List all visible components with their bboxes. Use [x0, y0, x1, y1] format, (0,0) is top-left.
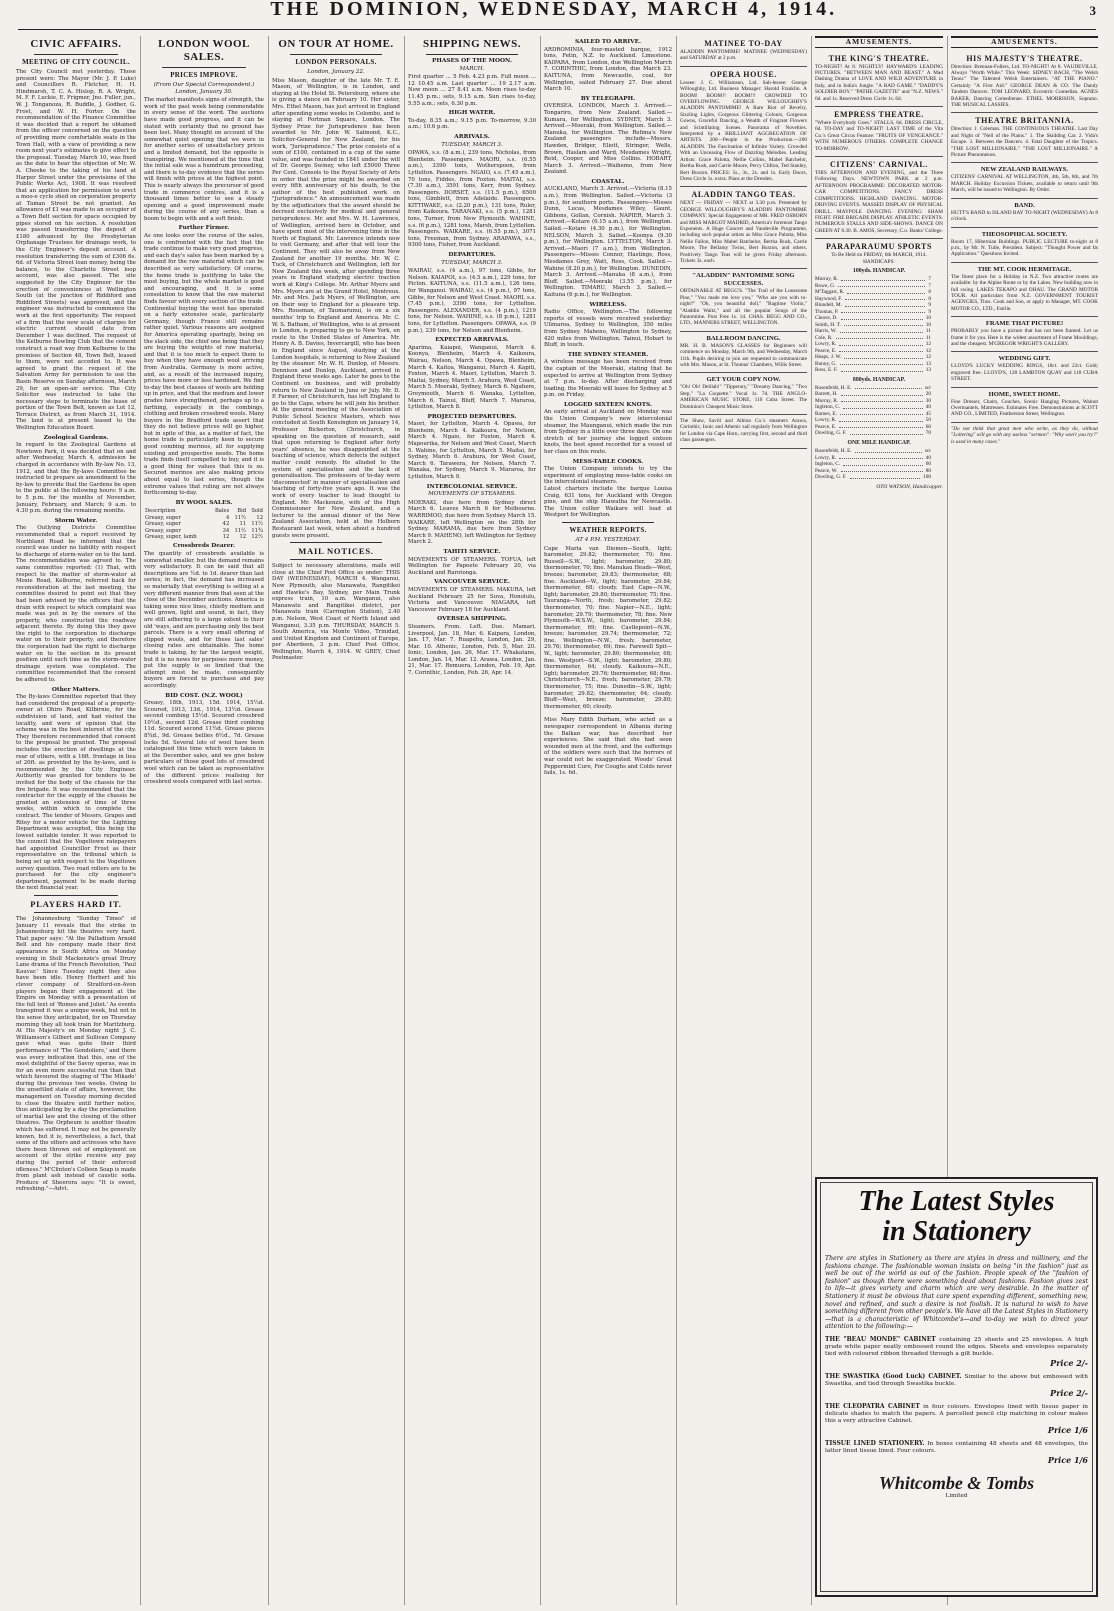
- subheading: Further Firmer.: [178, 225, 230, 232]
- article-body: The Union Company intends to try the experiment of employing mess-table cooks on the intercolonial steamers.: [544, 466, 672, 486]
- article-body: Steamers. From. Left. Due. Mamari, Liverpool, Jan. 18, Mar. 6. Kaipara, London, Jan. 17, Mar. 7. Ruapehu, London, Jan. 29, Mar. 10. Athenic, London, Feb. 5, Mar. 20. Ionic, London, Jan. 26, Mar. 17. Whakatane, London, Jan. 14, Mar. 12. Arawa, London, Jan. 21, Mar. 17. Remuera, London, Feb. 19, Apr. 7. Corinthic, London, Feb. 26, Apr. 14.: [408, 623, 536, 677]
- column-on-tour: [272, 36, 400, 1605]
- ad-title: EMPRESS THEATRE.: [834, 110, 924, 120]
- ad-body: The finest place for a Holiday in N.Z. Two attractive routes are available: by the Alpine Route or by the Lakes. New building now in full swing. LAKES TEKAPO and OHAU. The GRAND MOTOR TOUR. All particulars from N.Z. GOVERNMENT TOURIST AGENCIES, Thos. Cook and Son, or apply to Manager, MT. COOK MOTOR CO., LTD., Fairlie.: [951, 273, 1098, 312]
- list-item-name: Pearce, E.: [815, 347, 837, 354]
- article-body: WAIRAU, s.s. (4 a.m.), 97 tons, Gibbs, for Nelson. KAIAPOI, s.s. (4.5 a.m.), 229 tons, for Picton. KAITUNA, s.s. (11.5 a.m.), 126 tons, for Wanganui. WAIRAU, s.s. (4 p.m.), 97 tons, Gibbs, for Nelson and West Coast. MAORI, s.s. (7.45 p.m.), 3390 tons, for Lyttelton. Passengers. ALEXANDER, s.s. (4 p.m.), 1219 tons, for Nelson. WAHINE, s.s. (8 p.m.), 1281 tons, for Lyttelton. Passengers. OPAWA, s.s. (9 p.m.), 239 tons, for Nelson and Blenheim.: [408, 268, 536, 334]
- list-item-value: 11: [925, 328, 931, 335]
- leader-dots: [841, 398, 923, 403]
- advertisement: [951, 199, 1098, 228]
- column-rule: [676, 36, 677, 1605]
- list-item-name: Pearce, W.: [815, 467, 838, 474]
- product-description: In boxes containing 48 sheets and 48 envelopes, the latter lined tissue lined. Four colours.: [825, 1440, 1089, 1454]
- list-item-value: 45: [925, 410, 931, 417]
- subheading: SAILED TO ARRIVE.: [574, 39, 642, 45]
- ad-title: HOME, SWEET HOME.: [988, 390, 1061, 398]
- ad-title: NEW ZEALAND RAILWAYS.: [980, 166, 1069, 174]
- article-body: Subject to necessary alterations, mails will close at the Chief Post Office as under: THIS DAY (WEDNESDAY), MARCH 4. Wanganui, New Plymouth, also Manawatu, Rangitikei and Hawke's Bay, Sydney, per Main Trunk express train, 10 a.m. Wanganui, also Manawatu and Rangitikei district, per Manawatu train (Carrington Station), 2.40 p.m. Nelson, West Coast of North Island and Wanganui, 3.35 p.m. THURSDAY, MARCH 5. South America, via Monte Video, Trinidad, and United Kingdom and Continent of Europe, per Aberdeen, 3 p.m. Chief Post Office, Wellington, March 4, 1914. W. GREY, Chief Postmaster.: [272, 563, 400, 662]
- article-body: The Johannesburg "Sunday Times" of January 11 reveals that the strike in Johannesburg hit the theatres very hard. That paper says: "At the Palladium Arnold Bell and his company made their first appearance in South Africa on Monday evening in Stoll Mackenzie's great Drury Lane drama of the French Revolution, 'Paul Kauvar.' Since Tuesday night they also have been idle. Henry Herbert and his clever company of Stratford-on-Avon players began their engagement at the Empire on Monday with a presentation of the full text of 'Romeo and Juliet.' As events transpired it was a unique week, but not in the sense they anticipated, for on Thursday morning they all took train for Maritzburg. At His Majesty's on Monday night J. C. Williamson's Gilbert and Sullivan Company gave what was quite their third performance of 'The Gondoliers,' and there was every indication that this, one of the most delightful of the Savoy operas, was in for an even more successful run than that which favoured the staging of 'The Mikado' during the previous two weeks. Owing to the unsettled state of affairs, however, the management on Tuesday morning decided to close the theatre until further notice, thus anticipating by a day the proclamation of martial law and the closing of the other theatres. The Orpheum is another theatre which has suffered. It may not be generally known, but it is, nevertheless, a fact, that some of the others and actresses who have there been thrown out of employment on account of the strike receive any pay during the period of their enforced idleness." M'Clinton's Colleen Soap is made from plant ash instead of caustic soda. Produce of Sheerora says: "It is sweet, refreshing."—Advt.: [16, 916, 136, 1193]
- list-item-name: Barrett, H.: [815, 391, 838, 398]
- leader-dots: [841, 391, 923, 396]
- leader-dots: [841, 367, 923, 372]
- column-shipping-news: [408, 36, 536, 1605]
- list-item-name: Blundell, M.: [815, 302, 842, 309]
- list-item-name: Murray, R.: [815, 276, 839, 283]
- ad-footer: OTO WATSON, Handicapper.: [876, 483, 943, 490]
- article-body: MOVEMENTS OF STEAMERS. MAKURA, left Auckland February 25 for Suva, Honolulu, Victoria and Vancouver. NIAGARA, left Vancouver February 18 for Auckland.: [408, 586, 536, 613]
- subheading: TAHITI SERVICE.: [443, 548, 501, 555]
- handicap-list: [815, 448, 943, 481]
- article-body: The market manifests signs of strength, the work of the past week being commendable in every sense of the word. The auctions have made good progress, and it can be stated with certainty that no ground has been lost. Many thought on account of the somewhat quiet opening that we were in for another series of unsatisfactory prices and a limited demand, but the opposite is transpiring. We mentioned at the time that the initial sale was a humdrum proceeding, and there is to-day evidence that the series will finish with prices at the highest point. This is nearly always the precursor of good trade in commerce centres, and it is a thousand times better to see a steady opening and a good improvement made during the course of any series, than a boom to begin with and a soft finish.: [144, 97, 264, 222]
- ad-body: Direction: J. Coleman. THE CONTINUOUS THEATRE. Last Day and Night of "Nell of the Plains." 1. The Skidding Car. 2. Vida's Escape. 3. Between the Dancers. 4. Fatal Daughter of the Tropics. "THE LOST MILLIONAIRE." "THE LOST MILLIONAIRE." A Picture Phenomenon.: [951, 126, 1098, 159]
- advertisement: [951, 51, 1098, 114]
- ad-body: The Shaw, Savill and Albion Co.'s steamers Arawa, Corinthic, Ionic and Athenic sail regularly from Wellington for London via Cape Horn, carrying first, second and third class passengers.: [680, 418, 807, 444]
- table-cell: 12: [256, 514, 263, 521]
- table-cell: Sold: [251, 508, 263, 515]
- article-body: ARDROMINIA, four-masted barque, 1912 tons, Fetin, N.Z. to Auckland. Limestone. KAIPARA, from London, due Wellington March 7. CORINTHIC, from London, due March 23. KAITUNA, from Newcastle, coal, for Wellington, sailed February 27. Due about March 10.: [544, 46, 672, 93]
- list-item-name: Harris, W.: [815, 328, 837, 335]
- list-item-value: scr: [924, 448, 931, 455]
- list-item-value: 60: [925, 461, 931, 468]
- subheading-date: MOVEMENTS OF STEAMERS.: [428, 491, 516, 498]
- table-row: [144, 534, 264, 540]
- leader-dots: [840, 361, 923, 366]
- list-item-name: Pearce, E.: [815, 423, 837, 430]
- column-rule: [404, 36, 405, 1605]
- ad-title: HIS MAJESTY'S THEATRE.: [966, 53, 1083, 63]
- list-item-value: 100: [923, 474, 931, 481]
- article-body: The quantity of crossbreds available is somewhat smaller, but the demand remains very satisfactory. It can be said that all descriptions are ½d. to 1d. dearer than last series; in fact, the demand has increased so materially that everything is selling at a very different manner from that seen at the close of the December auctions. America is taking some nice lines, chiefly medium and well grown, light and sound, in fact, they are still adhering to a large extent to their old 'ways, and are purchasing only the best parcels. There is a very small offering of slipped wools, and for these last sales' closing rates are obtainable. The home trade is taking, by far the largest weight, but it is no news for purposes more money, put the supply is so limited that the attempt must be made, consequently buyers are forced to purchase and pay accordingly.: [144, 551, 264, 689]
- product-name: THE CLEOPATRA CABINET: [825, 1402, 920, 1410]
- table-cell: 12: [222, 534, 230, 541]
- ad-body: Direction: Brennan-Fullers, Ltd. TO-NIGHT! At 8. VAUDEVILLE. Always "Worth While." This Week: SIDNEY BACH, "The Welsh Tenor." The Talented Welsh Entertainers. "AT THE PIANO." Certainly "A First Aid." GEORGE DEAN & CO. The Dandy Tandem Dancers. TOM LEONARD, Eccentric Comedian. AGNES BAKER, Dancing Comedienne. ETHEL MORRISON, Soprano. THE MUSICAL LASSIES.: [951, 63, 1098, 109]
- product-name: TISSUE LINED STATIONERY.: [825, 1439, 925, 1447]
- column-wool-sales: [144, 36, 264, 1605]
- leader-dots: [839, 348, 922, 353]
- leader-dots: [841, 309, 925, 314]
- ad-body: "Oh! Oh! Delilah!" "Tipperary," "Dreamy Dancing," "Two Step," "La Coquette." Vocal 1s. 7d. THE ANGLO-AMERICAN MUSIC STORE, 110 Cuba Street. The Dominion's Cheapest Music Store.: [680, 384, 807, 410]
- list-item-name: Bunny, G.: [815, 360, 837, 367]
- product-name: THE SWASTIKA (Good Luck) CABINET.: [825, 1372, 962, 1380]
- table-cell: 11½: [234, 514, 247, 521]
- ad-body: "Do not think that great men who write, as they do, without "Loitering" will go with any useless "sermon": "Why won't you try?" is used in many cases.": [951, 425, 1098, 445]
- ad-title: MATINEE TO-DAY: [704, 39, 783, 48]
- table-cell: Bales: [214, 508, 230, 515]
- leader-dots: [841, 468, 923, 473]
- product-name: THE "BEAU MONDE" CABINET: [825, 1335, 936, 1343]
- subheading: Zoological Gardens.: [43, 434, 109, 441]
- ad-title: GET YOUR COPY NOW.: [706, 376, 781, 384]
- masthead-title: THE DOMINION, WEDNESDAY, MARCH 4, 1914.: [270, 0, 838, 20]
- subheading-date: AT 4 P.M. YESTERDAY.: [575, 536, 641, 543]
- product-item: [825, 1373, 1088, 1398]
- list-item-value: 9: [928, 302, 931, 309]
- column-shipping-continued: [544, 36, 672, 1605]
- advertisement: [951, 263, 1098, 317]
- product-description: Similar to the above but embossed with Swastika, and tied through Swastika buckle.: [825, 1373, 1088, 1387]
- subheading: HIGH WATER.: [448, 110, 496, 117]
- list-item-value: 40: [925, 404, 931, 411]
- leader-dots: [836, 335, 923, 340]
- list-item-name: Rosenfeldt, H. E.: [815, 384, 852, 391]
- list-item-value: 12: [925, 341, 931, 348]
- leader-dots: [839, 424, 922, 429]
- handicap-heading: ONE MILE HANDICAP.: [847, 439, 911, 446]
- list-item-value: 10: [925, 321, 931, 328]
- subheading: ARRIVALS.: [454, 133, 490, 140]
- subheading: COASTAL.: [591, 178, 625, 185]
- ad-body: TO-NIGHT! At 8. NIGHTLY! HAYWARD'S LEADING PICTURES. "BETWEEN MAN AND BEAST." A Mad Dashing Drama of LOVE AND WILD ADVENTURE in Italy, and in India's Jungle. "A BAD GAME." "DADDY'S SOLDIER BOY." "PATHE GAZETTE" and "N.Z. NEWS." 6d. and 1s. Reserved Dress Circle 1s. 6d.: [815, 63, 943, 102]
- product-description: in four colours. Envelopes lined with tissue paper in delicate shades to match the papers. A parcelled pencil clip matching in colour makes this a very attractive Cabinet.: [825, 1403, 1088, 1424]
- subheading: EXPECTED ARRIVALS.: [435, 337, 509, 344]
- ad-title: THEATRE BRITANNIA.: [975, 116, 1074, 126]
- divider: [562, 713, 654, 714]
- product-price: Price 1/6: [1047, 1424, 1088, 1435]
- list-item-name: Heaps, J. W.: [815, 354, 842, 361]
- advertisement: [951, 113, 1098, 163]
- article-body: Latest charters include the barque Louisa Craig, 631 tons, for Auckland with Oregon pine, and the ship Hiawatha for Newcastle. The Union collier Waikare will load at Westport for Wellington.: [544, 486, 672, 519]
- table-cell: 12: [239, 534, 247, 541]
- leader-dots: [850, 474, 921, 479]
- list-item-name: Barnes, E.: [815, 410, 837, 417]
- article-body: Radio Office, Wellington.—The following reports of vessels were received yesterday: Ulimaroa, Sydney to Wellington, 350 miles from Sydney. Maheno, Wellington to Sydney, 420 miles from Wellington. Tainui, Hobart to Bluff, in touch.: [544, 309, 672, 349]
- ad-title: THE MT. COOK HERMITAGE.: [977, 265, 1072, 273]
- leader-dots: [850, 430, 923, 435]
- article-headline: MEETING OF CITY COUNCIL.: [22, 58, 130, 66]
- list-item-value: 8: [928, 295, 931, 302]
- list-item-name: M'Taggart, R.: [815, 289, 845, 296]
- subheading: THE SYDNEY STEAMER.: [567, 351, 649, 358]
- list-item-value: 12: [925, 347, 931, 354]
- list-item-value: 12: [925, 354, 931, 361]
- subheading: DEPARTURES.: [448, 252, 496, 259]
- ad-body: PROBABLY you have a picture that has not been framed. Let us frame it for you. Here is the widest assortment of Frame Mouldings, and the cheapest. M'GREGOR WRIGHT'S GALLERY.: [951, 328, 1098, 347]
- list-item-value: 9: [928, 308, 931, 315]
- article-body: Aparima, Kaiapoi, Wanganui, March 4. Koonya, Blenheim, March 4. Kaikoura, Wairau, Nelson, March 4. Opawa, Blenheim, March 4. Kaitoa, Wanganui, March 4. Kapiti, Foxton, March 4. Maori, Lyttelton, March 5. Maitai, Sydney, March 5. Arahura, West Coast, March 5. Moeraki, Sydney, March 6. Ngahere, Greymouth, March 6. Wanaka, Lyttelton, March 6. Tainui, Bluff, March 7. Mararoa, Lyttelton, March 8.: [408, 344, 536, 411]
- ad-body: OBTAINABLE AT BEGG'S. "The Trail of the Lonesome Pine," "You made me love you," "Who are you with to-night?" "Oh, you beautiful doll," "Ragtime Violin," "Aladdin Waltz," and all the popular Songs of the Pantomime. Post Free 1s. 1d. CHAS. BEGG AND CO., LTD., MANNERS STREET, WELLINGTON.: [680, 288, 807, 327]
- article-body: MOVEMENTS OF STEAMERS. TOFUA, left Wellington for Papeete February 20, via Auckland and Rarotonga.: [408, 556, 536, 576]
- ad-title: BALLROOM DANCING.: [706, 334, 781, 342]
- product-price: Price 2/-: [1050, 1387, 1088, 1398]
- advertisement: [815, 107, 943, 157]
- advertisement: [951, 317, 1098, 352]
- subheading: LOGGED SIXTEEN KNOTS.: [563, 401, 653, 408]
- list-item-value: 40: [925, 454, 931, 461]
- article-body: A wireless message has been received from the captain of the Moeraki, stating that he expected to arrive at Wellington from Sydney at 7 p.m. to-day. After discharging and loading, the Moeraki will leave for Sydney at 5 p.m. on Friday.: [544, 359, 672, 399]
- article-body: OVERSEA. LONDON, March 3. Arrived.—Tongariro, from New Zealand. Sailed.—Kumara, for Wellington. SYDNEY, March 3. Arrived.—Moeraki, from Wellington. Sailed.—Manuka, for Wellington. The Refima's New Zealand passengers include—Messrs. Hawden, Bridger, Eliott, Stringer, Wells, Brown, Haslam and Ward, Mesdames Wright, Reid, Cooper, and Miss Collins. HOBART, March 3. Arrived.—Waihemo, from New Zealand.: [544, 103, 672, 176]
- ad-body: "Where Everybody Goes." STALLS, 6d. DRESS CIRCLE, 6d. TO-DAY and TO-NIGHT! LAST TIME of the Vita Co.'s Great Circus Feature: "FRUITS OF VENGEANCE." WITH NUMEROUS OTHERS. COMPLETE CHANGE TO-MORROW.: [815, 120, 943, 152]
- section-title: CIVIC AFFAIRS.: [30, 38, 122, 50]
- leader-dots: [843, 404, 923, 409]
- table-cell: 4: [225, 514, 230, 521]
- ad-title: PARAPARAUMU SPORTS: [826, 242, 932, 252]
- subheading: WIRELESS.: [589, 301, 627, 308]
- advertisement: [951, 352, 1098, 387]
- subheading: Crossbreds Dearer.: [173, 543, 235, 550]
- list-item-name: Lowry, R.: [815, 417, 837, 424]
- masthead: [18, 0, 1096, 30]
- subheading: BID COST. (N.Z. WOOL): [165, 692, 243, 699]
- advertisement: [815, 157, 943, 239]
- leader-dots: [847, 289, 925, 294]
- table-cell: 11½: [251, 521, 263, 528]
- divider: [290, 542, 382, 543]
- ad-title: WEDDING GIFT.: [998, 355, 1051, 363]
- advertisement: [680, 269, 807, 331]
- stationery-copy: There are styles in Stationery as there are styles in dress and millinery, and the fashions change. The fashionable woman insists on being "in the fashion" just as well be out of the world as out of the fashion. People speak of the "fashion of fashion" as though there were something dead about fashions. Fashion gives zest to life—it gives variety and charm which are very desirable. In the matter of Stationery it must be obvious that care spent expending different, something new, novel and refined, and such a desire is not foolish. It is natural to wish to have something different from other people's. We have all the Latest Styles in Stationery—that is a characteristic of Whitcombe's—and to-day we wish to direct your attention to the following:—: [825, 1255, 1088, 1331]
- divider: [34, 912, 118, 913]
- article-body: AUCKLAND, March 3. Arrived.—Victoria (8.15 a.m.), from Wellington. Sailed.—Victoria (3 p.m.), for southern ports. Passengers—Misses Dunn, Lucas, Mesdames Wiley, Gaunt, Gibbons, Gollan, Cornish. NAPIER, March 3. Arrived.—Kotare (6.15 a.m.), from Wellington. Sailed.—Kotare (4.30 p.m.), for Wellington. NELSON, March 3. Sailed.—Koonya (9.30 p.m.), for Wellington. LYTTELTON, March 3. Arrived.—Maori (7 a.m.), from Wellington. Passengers—Misses Connor, Hastings, Ross, Mesdames Grey, Watt, Ross, Cook. Sailed.—Wahine (8.20 p.m.), for Wellington. DUNEDIN, March 3. Arrived.—Manuka (8 a.m.), from Bluff. Sailed.—Moeraki (3.55 p.m.), for Wellington. TIMARU, March 3. Sailed.—Kaituna (6 p.m.), for Wellington.: [544, 186, 672, 298]
- list-item-name: Murray, R.: [815, 397, 839, 404]
- table-cell: Description: [145, 508, 176, 515]
- subheading: BY TELEGRAPH.: [580, 95, 636, 102]
- advertisement: [680, 332, 807, 374]
- article-headline: LONDON PERSONALS.: [295, 58, 377, 66]
- product-item: [825, 1440, 1088, 1465]
- section-title: PLAYERS HARD IT.: [30, 899, 122, 910]
- page-number: 3: [1089, 3, 1096, 18]
- ad-body: Lessee: J. C. Williamson, Ltd. Sub-lessee: George Willoughby, Ltd. Business Manager: Harold Franklin. A BOOM! BOOM!! BOOM!!! CROWDED TO OVERFLOWING. GEORGE WILLOUGHBY'S ALADDIN PANTOMIME! A Rare Riot of Revelry, Sizzling Lights, Gorgeous Glittering Colours, Gorgeous Gowns, Graceful Dancing, a Wealth of Fragrant Flowers and Scintillating Scenes. Panorama of Novelties. Interpreted by a BRILLIANT AGGREGATION OF ARTISTS. 200—People in the Production.—200 ALADDIN. The Fascination of Infinite Variety. Crowded With an Unceasing Flow of Dazzling Melodies. Leading Artists: Grace Palotta, Nellie Collins, Mabel Batchelor, Bertha Rush, and Carrie Moore, Percy Clifton, Ted Stanley, Bert Buxton. PRICES: 5s., 3s., 2s. and 1s. Early Doors, Dress Circle 1s. extra. Plans at the Dresden.: [680, 79, 807, 182]
- article-body: In regard to the Zoological Gardens at Newtown Park, it was decided that on and after Wednesday, March 4, admission be charged in accordance with By-law No. 13, 1912, and that the By-laws Committee be instructed to prepare an amendment to the by-law to provide that the Gardens be open to the public at the following hours: 9 a.m. to 5 p.m. for the months of November, January, February, and March; 9 a.m. to 4.30 p.m. during the remaining months.: [16, 442, 136, 515]
- ad-title: THE KING'S THEATRE.: [828, 53, 930, 63]
- list-item-value: 8: [928, 289, 931, 296]
- byline: London, January 22.: [307, 69, 365, 75]
- list-item-value: 80: [925, 467, 931, 474]
- leader-dots: [845, 302, 925, 307]
- list-item-name: Cleave, D.: [815, 315, 838, 322]
- amusements-header: AMUSEMENTS.: [815, 36, 943, 48]
- subheading: INTERCOLONIAL SERVICE.: [426, 483, 518, 490]
- leader-dots: [844, 322, 923, 327]
- subheading: OVERSEA SHIPPING.: [437, 616, 507, 623]
- column-rule: [268, 36, 269, 1605]
- advertisement: [680, 373, 807, 415]
- wool-table: [144, 508, 264, 540]
- ad-title: CITIZENS' CARNIVAL.: [830, 160, 928, 170]
- stationery-headline: The Latest Styles: [858, 1186, 1055, 1217]
- table-cell: 34: [222, 527, 230, 534]
- advertisement: [951, 163, 1098, 198]
- list-item-name: Haywood, F.: [815, 295, 843, 302]
- list-item-name: Ingleton, C.: [815, 461, 841, 468]
- article-body: As one looks over the course of the sales, one is confronted with the fact that the trade continue to make very good progress, and each day's sales has been marked by a demand for the raw material which can be described as very satisfactory. Of course, the home trade is justifying to take the most buying, but the whole market is good and encouraging, and it is some consolation to know that the raw material finds favour with every section of the trade. Continental buying the west has operated on a fairly extensive scale, particularly Germany, though France still remains rather quiet. Various reasons are assigned for America operating sparingly, being on the slack side, the chief one being that they are buying the weights of raw material, and that it is too much to expect them to buy when they have enough wool arriving from Australia. Germany is more active, and, as a result of the increased inquiry, prices have more or less hardened. We find to-day the best classes of wools are holding up in price, and that the medium and lower grades have strengthened, perhaps up to a farthing, especially in the combings, clothing and broken crossbred wools. Many buyers in the Bradford trade assert that they do not believe prices will go higher, but in spite of this, as a matter of fact, the home trade is particularly keen to secure good combing merinos, all for supplying existing and prospective needs. The home trade finds itself compelled to buy, and it is a good thing for values that this is so. Secured merinos are also making prices about equal to last series, though the extreme values that ruling are not always forthcoming to-day.: [144, 233, 264, 497]
- subheading-date: TUESDAY, MARCH 3.: [441, 259, 503, 266]
- company-name: Whitcombe & Tombs: [878, 1472, 1035, 1493]
- advertisement: [815, 239, 943, 497]
- list-item-value: 10: [925, 315, 931, 322]
- ad-title: BAND.: [1014, 201, 1035, 209]
- table-cell: 11½: [234, 527, 247, 534]
- ad-title: ALADDIN TANGO TEAS.: [691, 190, 796, 200]
- ad-body: LLOYD'S LUCKY WEDDING RINGS, 18ct. and 22ct. Gold; engraved free. LLOYD'S, 128 LAMBTON QUAY and 118 CUBA STREET.: [951, 363, 1098, 383]
- leader-dots: [840, 411, 923, 416]
- advertisement: [680, 187, 807, 269]
- company-suffix: Limited: [945, 1492, 968, 1499]
- article-body: Greasy, 18th, 1913, 15d. 1914, 15½d. Scoured, 1913, 13d., 1914, 13½d. Grease second combing 15½d. Scoured crossbred 10½d., second 12d. Grease third combing 11d. Scoured second 11½d. Grease pieces 8¾d., 9d. Grease bellies 6½d., 7d. Grease locks 5d. Several lots of wool have been catalogued this time which were taken in at the December sales, and we give below particulars of those good lots of crossbred wool which can be taken as representative of the different prices realising for crossbred wools compared with last series.: [144, 700, 264, 786]
- columns: [16, 36, 1098, 1605]
- stationery-advertisement: [815, 1177, 1098, 1597]
- column-rule: [811, 36, 812, 1605]
- article-body: The Outlying Districts Committee recommended that a report received by Northland Road be informed that the council was under no liability with respect to discharge of storm-water on to the land. The recommendation was agreed to. The same committee reported: (1) That, with respect to the matter of storm-water at Moxie Road, Kelburne, referred back for reconsideration at the last meeting, the committee desired to point out that they had been advised by the officers that the drain with respect to which complaint was made was put in by the owners of the property, who constructed the roadway adjacent thereto. By doing this they gave the right to the corporation to discharge water on to their property, and therefore the corporation had the right to discharge water on to the section in its present position until such time as the storm-water drainage system was completed. The committee recommended that the consent be adhered to.: [16, 525, 136, 684]
- subheading: Other Matters.: [51, 686, 101, 693]
- leader-dots: [838, 283, 925, 288]
- list-item-name: Dowling, G. F.: [815, 474, 847, 481]
- column-civic-affairs: [16, 36, 136, 1605]
- ad-title: THEOSOPHICAL SOCIETY.: [981, 230, 1068, 238]
- list-item-name: Thomas, P.: [815, 308, 839, 315]
- list-item-name: Rowe, G.: [815, 282, 836, 289]
- article-body: Cape Maria van Diemen—South, light; barometer, 29.82; thermometer, 70; fine. Russell—S.W., light; barometer, 29.80; thermometer, 70; fine. Manukau Heads—West, breeze; barometer, 29.83; thermometer, 68; fine. Auckland—W., light; barometer, 29.84; thermometer, 68; cloudy. East Cape—N.W., light; barometer, 29.80; thermometer, 75; fine. Tauranga—North, fresh; barometer, 29.82; thermometer, 70; fine. Napier—N.E., light; barometer, 29.79; thermometer, 78; fine. New Plymouth—W.S.W., light; barometer, 29.84; thermometer, 69; fine. Castlepoint—N.W., breeze; barometer, 29.74; thermometer, 72; fine. Wellington—N.W., fresh; barometer, 29.76; thermometer, 69; fine. Farewell Spit—W., light; barometer, 29.80; thermometer, 68; fine. Westport—S.W., light; barometer, 29.80; thermometer, 64; cloudy. Kaikoura—N.E., light; barometer, 29.76; thermometer, 68; fine. Christchurch—N.E., fresh; barometer, 29.79; thermometer, 75; fine. Dunedin—S.W., light; barometer, 29.82; thermometer, 64; cloudy. Bluff—West, breeze; barometer, 29.80; thermometer, 60; cloudy.: [544, 545, 672, 710]
- advertisement: [951, 423, 1098, 449]
- table-cell: Greasy, super, lamb: [145, 534, 197, 541]
- leader-dots: [839, 341, 922, 346]
- list-item-name: Dowling, G. F.: [815, 430, 847, 437]
- advertisement: [680, 36, 807, 67]
- article-body: The City Council met yesterday. Those present were: The Mayor (Mr. J. P. Luke) and Councillors R. Fletcher, H. H. Hindmarsh, T. C. A. Hislop, R. A. Wright, M. F. F. Luckie, E. Frigmer, Jno. Fuller, jun., W. J. Tonganoza, R. Buddle, J. Godber, G. Frost, and W. H. Forter. On the recommendation of the Finance Committee it was decided that a report be obtained from the officer concerned on the question of providing more comfortable seats in the Town Hall, with a view of providing a new room next year's estimates to give effect to the proposal. Tuesday, March 10, was fixed as the date to hear the objection of Mr. W. A. Cheeke to the taking of his land at Harper Street under the provisions of the Public Works Act, 1908. It was resolved that an application for permission to erect a moo-e cycle shed on corporation property at Taman Street be not granted. An allowance of £1 was made to an occupier of a Town Belt section for space occupied by pipes stored on his section. A resolution was passed transferring the deposit of £180 advanced by the Presbyterian Orphanage Trustees for drainage work, to the City Engineer's deposit account. A resolution transferring the sum of £306 6s. 6d. of Victoria Street loan money, being the balance, to the Charlotte Street loop account, was also passed. The site suggested by the City Engineer for the erection of conveniences at Wellington South (at the junction of Riddiford and Riddiford Streets) was approved, and the engineer was instructed to commence the work at the first opportunity. The request of a firm that the new scale of charges for electric current should date from December 1 was declined. The request of the Kelburne Bowling Club that the cement construct a road way from Kelburne to the premises of Section 48, Town Belt, leased to them, were not acceded to. It was agreed to grant the request of the Salvation Army for permission to use the Basin Reserve on Sunday afternoon, March 29, for an open-air service. The City Solicitor was instructed to take the necessary steps to terminate the lease of portion of the Town Belt, known as Lot 12, Terrace District, as from March 31, 1914. The land is at present leased to the Wellington Education Board.: [16, 69, 136, 432]
- list-item-name: Lowry, R.: [815, 341, 837, 348]
- byline: (From Our Special Correspondent.) London, January 30.: [153, 82, 255, 95]
- ad-body: NEXT — FRIDAY — NEXT at 3.30 p.m. Presented by GEORGE WILLOUGHBY'S ALADDIN PANTOMIME COMPANY. Special Engagement of MR. FRED OSBORN and MISS MARGOT MADRID, America's foremost Tango Exponents. A Huge Concert and Vaudeville Programme, including such popular artists as Miss Grace Palotta, Miss Nellie Fallon, Miss Mabel Batchelor, Bertha Rush, Carrie Moore, The Bellamy Twins, Bert Buxton, and others. Positively Tango Teas will be given Friday afternoon. Tickets 3s. each.: [680, 200, 807, 264]
- divider: [162, 67, 246, 68]
- advertisement: [815, 51, 943, 107]
- advertisement: [680, 415, 807, 449]
- divider: [290, 54, 382, 55]
- handicap-heading: 880yds. HANDICAP.: [852, 376, 906, 383]
- table-cell: 11: [239, 521, 247, 528]
- section-title: SHIPPING NEWS.: [422, 38, 522, 50]
- subheading: Storm Water.: [54, 517, 98, 524]
- section-title: LONDON WOOL SALES.: [158, 38, 250, 63]
- list-item-value: 13: [925, 360, 931, 367]
- ad-body: HUTT'S BAND in ISLAND BAY TO-NIGHT (WEDNESDAY) At 8 o'clock.: [951, 209, 1098, 223]
- list-item-value: 70: [925, 430, 931, 437]
- list-item-name: Cole, R.: [815, 334, 833, 341]
- list-item: [815, 430, 943, 437]
- list-item-name: Smith, H. T.: [815, 321, 841, 328]
- leader-dots: [840, 328, 923, 333]
- subheading: BY WOOL SALES.: [175, 499, 233, 506]
- table-cell: Greasy, super: [145, 527, 181, 534]
- list-item-value: scr: [924, 384, 931, 391]
- handicap-list: [815, 276, 943, 374]
- list-item-value: 60: [925, 423, 931, 430]
- product-item: [825, 1403, 1088, 1435]
- article-body: Miss Mason, daughter of the late Mr. T. E. Mason, of Wellington, is in London, and staying at the Hotel St. Petersburg, where she is giving a dance on February 10. Her sister, Mrs. Ethel Mason, has just arrived in England after spending some weeks in Colombo, and is staying at Portman Square, London. The Sydney Prize for Jurisprudence has been awarded to Mr. John W. Salmond, K.C., Solicitor-General for New Zealand, for his work, "Jurisprudence." The prize consists of a sum of £100, contained in a cup of the same value, and was founded in 1841 under the will of Dr. George Swiney, who left £5000 Three Per Cent. Consols to the Royal Society of Arts in order that the prize might be awarded on every fifth anniversary of his death, to the author of the best published work on "Jurisprudence." An announcement was made by the adjudicators that the award should be decreed exclusively for medical and general jurisprudence. Mr. and Mrs. W. H. Lawrence, of Wellington, arrived here in October, and have spent most of the intervening time in the North of England. Mr. Lawrence intends now to visit Germany, and after that will tour the Continent. They will also be away from New Zealand for another 19 months. Mr. W. C. Tuck, of Christchurch and Wellington, left for New Zealand this week, after spending three years in England studying electric traction work at King's College. Mr. Arthur Myers and Mrs. Myers are at the Grand Hotel, Montreux. Mr. and Mrs. Jack Myers, of Wellington, are on their way to England for a pleasure trip. Mrs. Rousman, of Taumarunui, is on a six months' trip to England and America. Mr. C. W. S. Batham, of Wellington, who is at present in London, is preparing to go to New York, en route to the United States of America. Mr. Henry A. B. Davies, Invercargill, who has been in England since August, studying at the London hospitals, is returning to New Zealand by the steamer. Mr. W. H. Dunlop, of Messrs. Dennison and Dunlop, Auckland, arrived in England three weeks ago. Later he goes to the Continent on business, and will probably return to New Zealand in June or July. Mr. D. P. Farmer, of Christchurch, has left England to go to the Cape, where he will join his brother. At the general meeting of the Association of Public School Science Masters, which was concluded at South Kensington on January 14, Professor Bickerton, Christchurch, in speaking on the question of research, said that upon returning to England after forty years' absence, he was disappointed at the teaching of science, which defects the subject matter could remedy. He alluded to the system of specialisation and the lack of generalisation. The professors of to-day were 'disconnected' in manner of specialisation and teaching of forty-five years ago. It was the work of every teacher to lead thought to England. Mr. Mackenzie, wife of the High Commissioner for New Zealand, and a lecturer to the annual dinner of the New Zealand Association, held at the Holborn Restaurant last week, when about a hundred guests were present.: [272, 77, 400, 539]
- article-body: First quarter ... 5 Feb. 4.23 p.m. Full moon ... 12 10.45 a.m. Last quarter ... 19 2.17 a.m. New moon ... 27 8.41 a.m. Moon rises to-day 11.45 p.m.; sets, 9.15 a.m. Sun rises to-day, 5.55 a.m.; sets, 6.30 p.m.: [408, 74, 536, 107]
- list-item-name: Rosenfeldt, H. E.: [815, 448, 852, 455]
- list-item-value: 11: [925, 334, 931, 341]
- list-item-name: Ross, E. F.: [815, 367, 838, 374]
- list-item-value: 30: [925, 397, 931, 404]
- divider: [426, 54, 518, 55]
- article-headline: WEATHER REPORTS.: [569, 525, 647, 534]
- section-title: MAIL NOTICES.: [298, 546, 374, 557]
- leader-dots: [845, 296, 925, 301]
- table-cell: Greasy, super: [145, 521, 181, 528]
- table-cell: 12½: [251, 534, 263, 541]
- divider: [34, 54, 118, 55]
- subheading-date: TUESDAY, MARCH 3.: [441, 141, 503, 148]
- list-item: [815, 474, 943, 481]
- leader-dots: [841, 276, 925, 281]
- leader-dots: [855, 385, 922, 390]
- subheading-date: MARCH.: [459, 65, 485, 72]
- ad-body: To Be Held on FRIDAY, 6th MARCH, 1914. HANDICAPS:: [831, 252, 927, 265]
- stationery-headline: in Stationery: [882, 1216, 1031, 1247]
- article-headline: PRICES IMPROVE.: [170, 71, 238, 79]
- product-description: containing 25 sheets and 25 envelopes. A high grade white paper neatly embossed round the edges. Sheets and envelopes separately tied with coloured ribbon threaded through a gilt buckle.: [825, 1336, 1089, 1357]
- list-item-value: 13: [925, 367, 931, 374]
- ad-body: Fine Dresser, Chairs, Couches, Scenic Hanging Pictures, Walnut Overmantels, Mattresses. Estimates Free. Demonstrations at SCOTT AND CO., LIMITED, Featherston Street, Wellington.: [951, 398, 1098, 418]
- column-theatre-ads: [680, 36, 807, 1605]
- list-item-name: Lowry, R.: [815, 454, 837, 461]
- divider: [562, 522, 654, 523]
- subheading: PHASES OF THE MOON.: [431, 58, 512, 64]
- subheading: VANCOUVER SERVICE.: [434, 579, 510, 586]
- product-price: Price 1/6: [1047, 1454, 1088, 1465]
- amusements-header: AMUSEMENTS.: [951, 36, 1098, 48]
- article-body: An early arrival at Auckland on Monday was the Union Company's new intercolonial steamer, the Maunganui, which made the run from Sydney in a little over three days. On one stretch of her journey she logged sixteen knots, the best speed recorded for a vessel of her class on this route.: [544, 409, 672, 456]
- column-rule: [540, 36, 541, 1605]
- article-body: Miss Mary Edith Durham, who acted as a newspaper correspondent in Albania during the Balkan war, has described her experiences. She said that she had seen wounded men at the front, and the sufferings of the soldiers were such that the horrors of war could not be exaggerated. Woods' Great Peppermint Cure, For Coughs and Colds never fails, 1s. 6d.: [544, 717, 672, 777]
- article-body: To-day, 8.35 a.m.; 9.15 p.m. To-morrow, 9.30 a.m.; 10.6 p.m.: [408, 117, 536, 131]
- handicap-list: [815, 385, 943, 437]
- subheading: PROJECTED DEPARTURES.: [427, 413, 517, 420]
- product-item: [825, 1336, 1088, 1368]
- list-item-value: 50: [925, 417, 931, 424]
- article-body: OPAWA, s.s. (8 a.m.), 239 tons, Nicholas, from Blenheim. Passengers. MAORI, s.s. (6.55 a.m.), 3390 tons, Wotherspoon, from Lyttelton. Passengers. NGAIO, s.s. (7.45 a.m.), 70 tons, Fiddes, from Foxton. MAITAI, s.s. (7.30 a.m.), 3591 tons, Kerr, from Sydney. Passengers. DORSET, s.s. (11.5 p.m.), 6500 tons, Gimblett, from Adelaide. Passengers. KITTIWAKE, s.s. (2.20 p.m.), 131 tons, Ruler, from Kaikoura. TARANAKI, s.s. (5 p.m.), 1281 tons, Turner, from New Plymouth. WAHINE, s.s. (6 p.m.), 1281 tons, Marsh, from Lyttelton. Passengers. WAIKARE, s.s. (6.55 p.m.), 3071 tons, Freeman, from Sydney. ARAPAWA, s.s., 9300 tons, Fisher, from Auckland.: [408, 150, 536, 249]
- table-cell: Bid: [237, 508, 247, 515]
- leader-dots: [855, 448, 922, 453]
- table-cell: Greasy, super: [145, 514, 181, 521]
- handicap-heading: 100yds. HANDICAP.: [852, 267, 906, 274]
- ad-body: ALADDIN PANTOMIME! MATINEE (WEDNESDAY) and SATURDAY at 2 p.m.: [680, 49, 807, 62]
- leader-dots: [841, 315, 923, 320]
- leader-dots: [839, 455, 922, 460]
- subheading: MESS-TABLE COOKS.: [572, 458, 644, 465]
- leader-dots: [843, 461, 923, 466]
- ad-body: THIS AFTERNOON AND EVENING, and the Three Following Days. NEWTOWN PARK at 2 p.m. AFTERNOON PROGRAMME: DECORATED MOTOR-CAR COMPETITIONS. FANCY DRESS COMPETITIONS. HIGHLAND DANCING. MOTOR-DRIVING EVENTS. MASSED DISPLAY OF PHYSICAL DRILL. MAYPOLE DANCING. EVENING: SHAM FIGHT. FIRE BRIGADE DISPLAY. ATHLETIC EVENTS. NUMEROUS STALLS AND SIDE-SHOWS. DANCE ON GREEN AT 8.30. B. AMOS, Secretary, C.o. Banks' College.: [815, 170, 943, 234]
- column-rule: [140, 36, 141, 1605]
- article-body: MOERAKI, due here from Sydney direct March 6. Leaves March 6 for Melbourne. WARRIMOO, due here from Sydney March 15. WAIKARE, left Wellington on the 28th for Sydney. MARAMA, due here from Sydney March 9. MAHENO, left Wellington for Sydney March 2.: [408, 499, 536, 546]
- list-item-value: 7: [928, 282, 931, 289]
- ad-body: Room 17, Hibernian Buildings. PUBLIC LECTURE to-night at 8 p.m., by Mr. N. Tulle, President. Subject: "Thought Power and Its Application." Questions Invited.: [951, 238, 1098, 258]
- article-body: The By-laws Committee reported that they had considered the proposal of a property-owner at Ohiro Road, Kilbirnie, for the subdivision of land, and had visited the locality, and were of opinion that the scheme was in the best interest of the city. They therefore recommended that consent to the proposal be granted. The proposal includes the erection of dwellings at the rear of others, with a 16ft. frontage in lieu of 20ft. as provided by the by-laws, and is recommended by the City Engineer. Authority was granted for tenders to be invited for the body of the chassis for the fire brigade. It was recommended that the contractor for the supply of the chassis be granted an extension of time of three weeks, within which to complete the contract. The tender of Messrs. Grapes and Ritey for a motor vehicle for the Lighting Department was accepted, this being the lowest suitable tender. It was reported to the council that the Vogeltown ratepayers had appointed Councillor Frost as their representative on the tribunal which is being set up with respect to the Vogeltown survey question. Two road rollers are to be purchased for the city engineer's department, payment to be made during the next financial year.: [16, 694, 136, 892]
- advertisement: [680, 67, 807, 188]
- divider: [34, 895, 118, 896]
- advertisement: [951, 228, 1098, 263]
- list-item: [815, 367, 943, 374]
- leader-dots: [844, 354, 922, 359]
- ad-title: OPERA HOUSE.: [710, 69, 777, 79]
- table-cell: 11¾: [251, 527, 263, 534]
- advertisement: [951, 388, 1098, 423]
- list-item-value: 7: [928, 276, 931, 283]
- table-cell: 42: [222, 521, 230, 528]
- list-item-value: 20: [925, 391, 931, 398]
- ad-body: CITIZENS' CARNIVAL AT WELLINGTON, 4th, 5th, 6th, and 7th MARCH. Holiday Excursion Tickets, available to return until 9th March, will be issued to Wellington. By Order.: [951, 174, 1098, 194]
- article-body: Maori, for Lyttelton, March 4. Opawa, for Blenheim, March 4. Kaikoura, for Nelson, March 4. Ngaio, for Foxton, March 4. Mapourika, for Nelson and West Coast, March 5. Wahine, for Lyttelton, March 5. Maitai, for Sydney, March 6. Arahura, for West Coast, March 6. Tarawera, for Nelson, March 7. Wanaka, for Sydney, March 9. Mararoa, for Lyttelton, March 9.: [408, 421, 536, 481]
- ad-title: "ALADDIN" PANTOMIME SONG SUCCESSES.: [692, 272, 795, 288]
- ad-body: MR. H. B. MASON'S CLASSES for Beginners will commence on Monday, March 9th, and Wednesday, March 11th. Pupils desiring to join are requested to communicate with Mrs. Mason, at St. Thomas' Chambers, Willis Street.: [680, 342, 807, 369]
- divider: [290, 559, 382, 560]
- section-title: ON TOUR AT HOME.: [278, 38, 394, 50]
- product-price: Price 2/-: [1050, 1357, 1088, 1368]
- leader-dots: [839, 417, 922, 422]
- ad-title: FRAME THAT PICTURE!: [985, 320, 1064, 328]
- list-item-name: Ingleton, C.: [815, 404, 841, 411]
